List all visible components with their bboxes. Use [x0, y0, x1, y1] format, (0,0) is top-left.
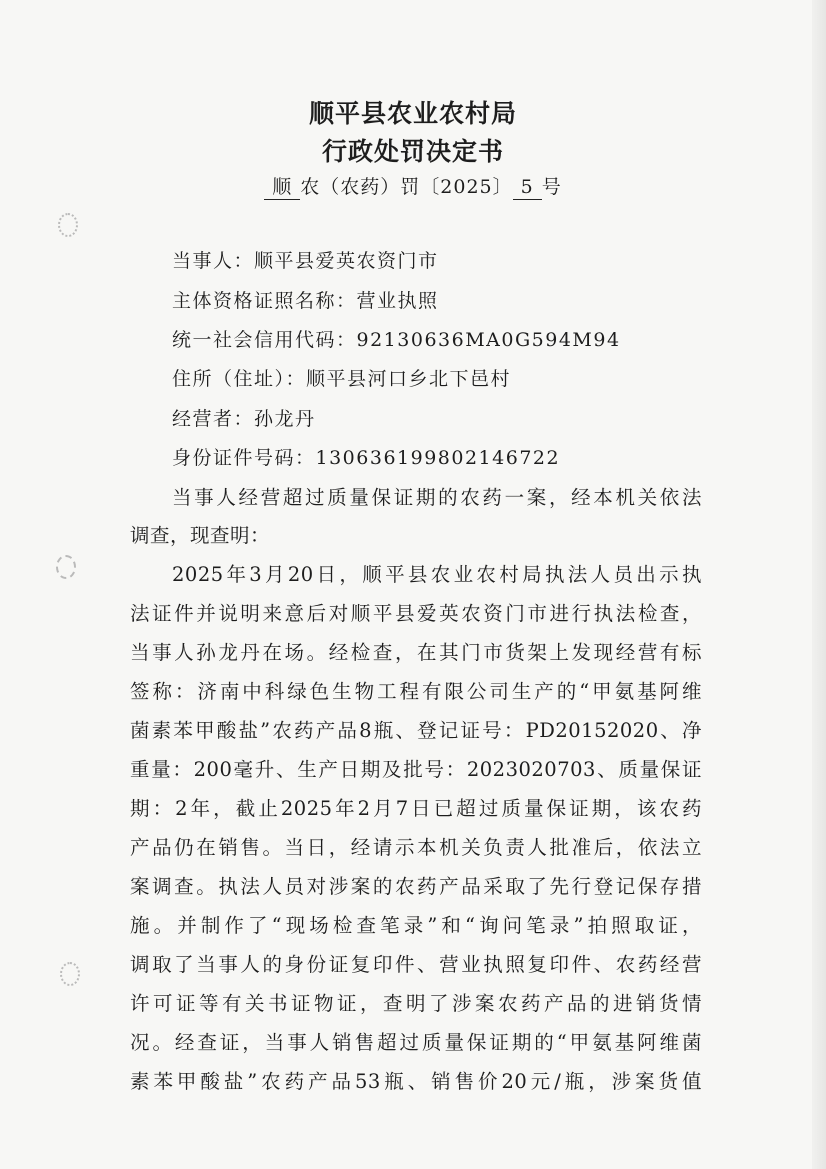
- body-line: 况。经查证，当事人销售超过质量保证期的“甲氨基阿维菌: [130, 1031, 702, 1054]
- document-number: [0, 172, 826, 200]
- party-operator: 经营者：孙龙丹: [172, 408, 316, 430]
- body-line: 法证件并说明来意后对顺平县爱英农资门市进行执法检查，: [130, 602, 702, 625]
- punch-hole-icon: [56, 555, 76, 579]
- docno-prefix: 顺: [264, 175, 300, 200]
- punch-hole-icon: [60, 962, 80, 986]
- document-title-type: 行政处罚决定书: [321, 137, 504, 166]
- body-line: 调查，现查明：: [130, 524, 271, 547]
- body-line: 案调查。执法人员对涉案的农药产品采取了先行登记保存措: [130, 875, 702, 898]
- party-license-name: 主体资格证照名称：营业执照: [172, 290, 439, 312]
- party-address: 住所（住址）：顺平县河口乡北下邑村: [172, 368, 512, 390]
- body-line: 当事人孙龙丹在场。经检查，在其门市货架上发现经营有标: [130, 641, 702, 664]
- body-line: 期：2年，截止2025年2月7日已超过质量保证期，该农药: [130, 797, 702, 820]
- body-line: 调取了当事人的身份证复印件、营业执照复印件、农药经营: [130, 953, 702, 976]
- party-name: 当事人：顺平县爱英农资门市: [172, 250, 439, 272]
- body-line: 重量：200毫升、生产日期及批号：2023020703、质量保证: [130, 758, 702, 781]
- party-credit-code: 统一社会信用代码：92130636MA0G594M94: [172, 329, 621, 351]
- document-title-agency: 顺平县农业农村局: [308, 99, 517, 128]
- body-line: 签称：济南中科绿色生物工程有限公司生产的“甲氨基阿维: [130, 680, 702, 703]
- body-line: 产品仍在销售。当日，经请示本机关负责人批准后，依法立: [130, 836, 702, 859]
- body-line: 素苯甲酸盐”农药产品53瓶、销售价20元/瓶，涉案货值: [130, 1070, 702, 1093]
- body-line: 2025年3月20日，顺平县农业农村局执法人员出示执: [172, 563, 702, 586]
- docno-suffix: 号: [541, 176, 562, 198]
- punch-hole-icon: [58, 213, 78, 237]
- party-id-number: 身份证件号码：130636199802146722: [172, 447, 561, 469]
- body-line: 当事人经营超过质量保证期的农药一案，经本机关依法: [172, 486, 702, 509]
- docno-number: 5: [513, 175, 542, 200]
- body-line: 菌素苯甲酸盐”农药产品8瓶、登记证号：PD20152020、净: [130, 719, 702, 742]
- body-line: 许可证等有关书证物证，查明了涉案农药产品的进销货情: [130, 992, 702, 1015]
- docno-middle: 农（农药）罚〔2025〕: [300, 176, 513, 198]
- body-line: 施。并制作了“现场检查笔录”和“询问笔录”拍照取证，: [130, 914, 702, 937]
